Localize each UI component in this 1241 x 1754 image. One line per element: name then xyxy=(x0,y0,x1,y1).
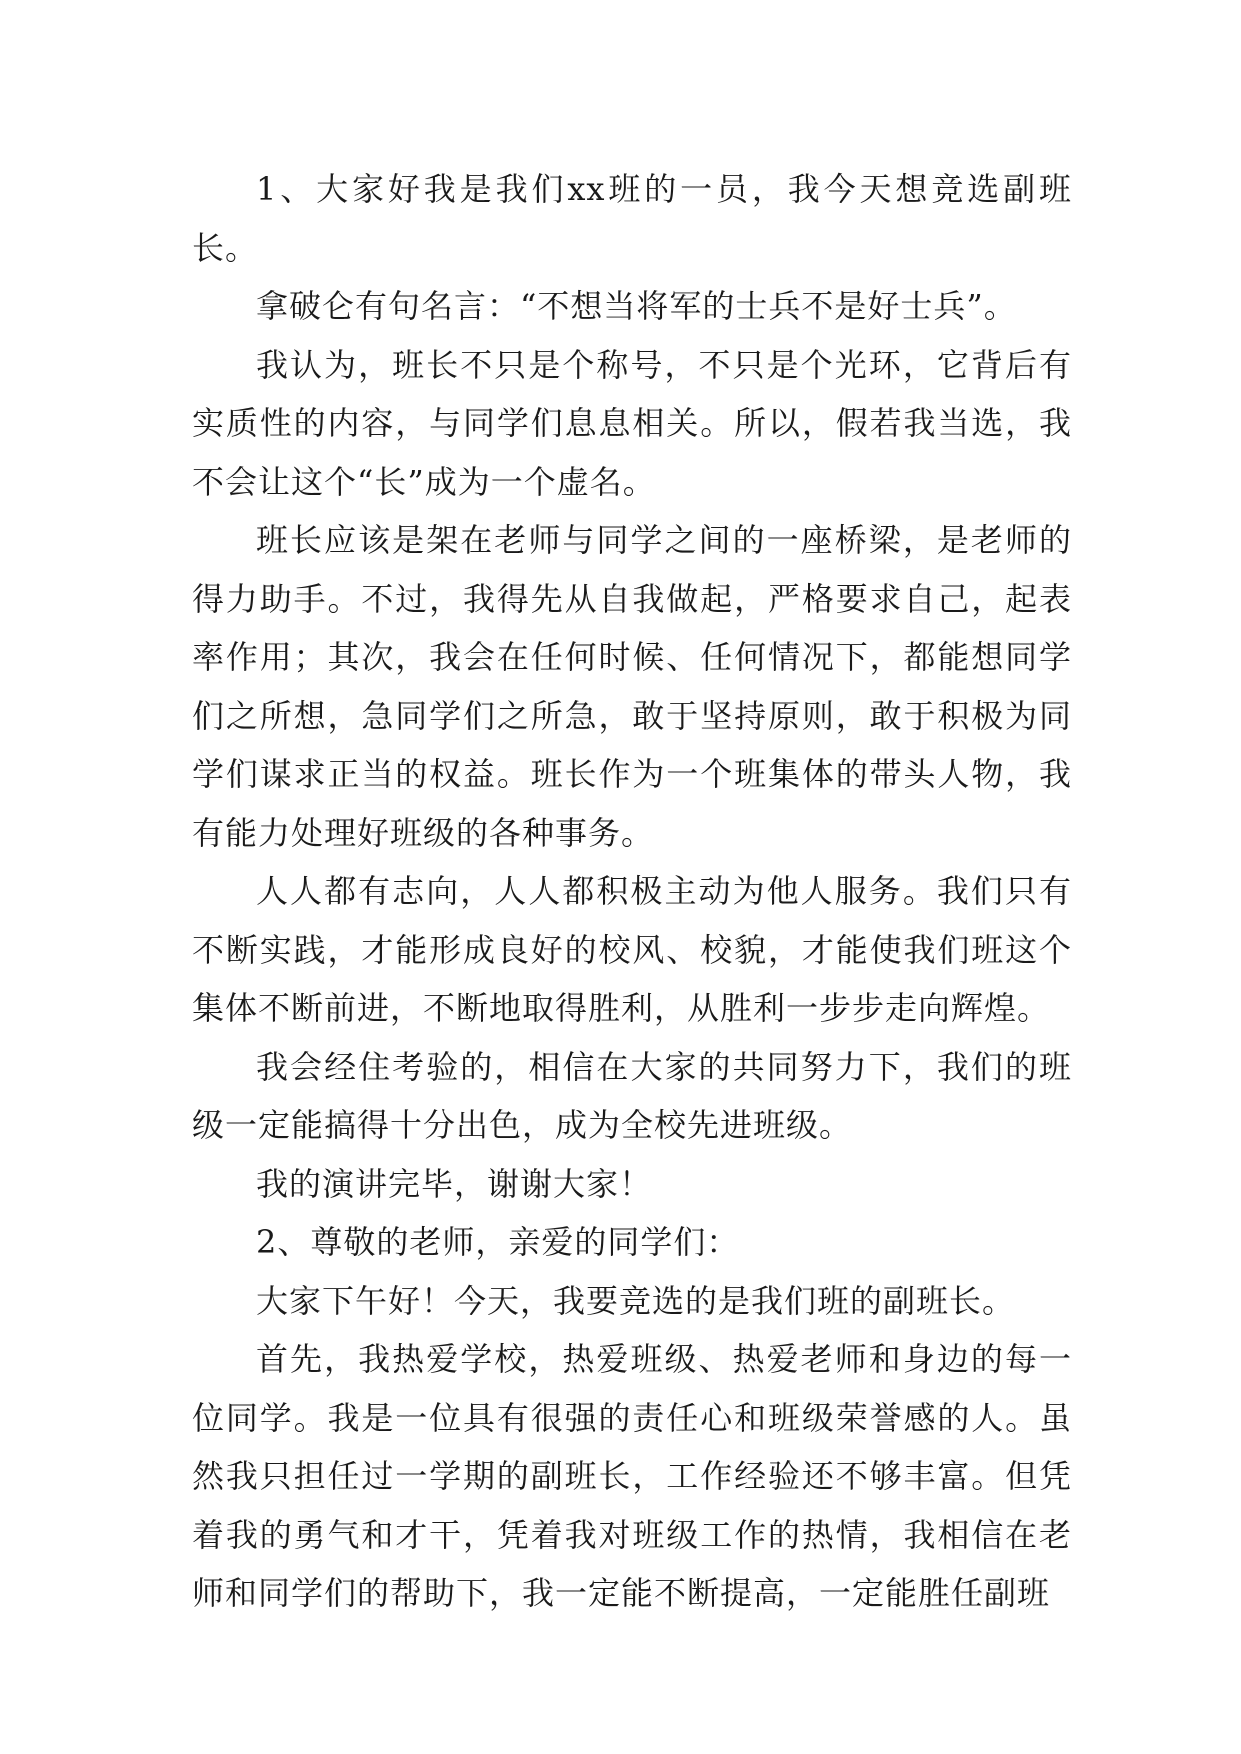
paragraph: 我的演讲完毕，谢谢大家！ xyxy=(256,1164,653,1203)
document-body xyxy=(192,160,1072,1623)
paragraph: 拿破仑有句名言：“不想当将军的士兵不是好士兵”。 xyxy=(256,287,1017,325)
paragraph: 1、大家好我是我们xx班的一员，我今天想竞选副班长。 xyxy=(192,170,1072,267)
paragraph: 首先，我热爱学校，热爱班级、热爱老师和身边的每一位同学。我是一位具有很强的责任心和班级荣誉感的人。虽然我只担任过一学期的副班长，工作经验还不够丰富。但凭着我的勇气和才干，凭着我对班级工作的热情，我相信在老师和同学们的帮助下，我一定能不断提高，一定能胜任副班 xyxy=(192,1340,1072,1612)
paragraph: 人人都有志向，人人都积极主动为他人服务。我们只有不断实践，才能形成良好的校风、校貌，才能使我们班这个集体不断前进，不断地取得胜利，从胜利一步步走向辉煌。 xyxy=(192,872,1072,1027)
paragraph: 大家下午好！今天，我要竞选的是我们班的副班长。 xyxy=(256,1281,1016,1320)
paragraph: 2、尊敬的老师，亲爱的同学们： xyxy=(256,1223,740,1261)
paragraph: 我会经住考验的，相信在大家的共同努力下，我们的班级一定能搞得十分出色，成为全校先进班级。 xyxy=(192,1047,1072,1144)
paragraph: 班长应该是架在老师与同学之间的一座桥梁，是老师的得力助手。不过，我得先从自我做起，严格要求自己，起表率作用；其次，我会在任何时候、任何情况下，都能想同学们之所想，急同学们之所急，敢于坚持原则，敢于积极为同学们谋求正当的权益。班长作为一个班集体的带头人物，我有能力处理好班级的各种事务。 xyxy=(192,521,1072,852)
paragraph: 我认为，班长不只是个称号，不只是个光环，它背后有实质性的内容，与同学们息息相关。所以，假若我当选，我不会让这个“长”成为一个虚名。 xyxy=(192,345,1072,501)
